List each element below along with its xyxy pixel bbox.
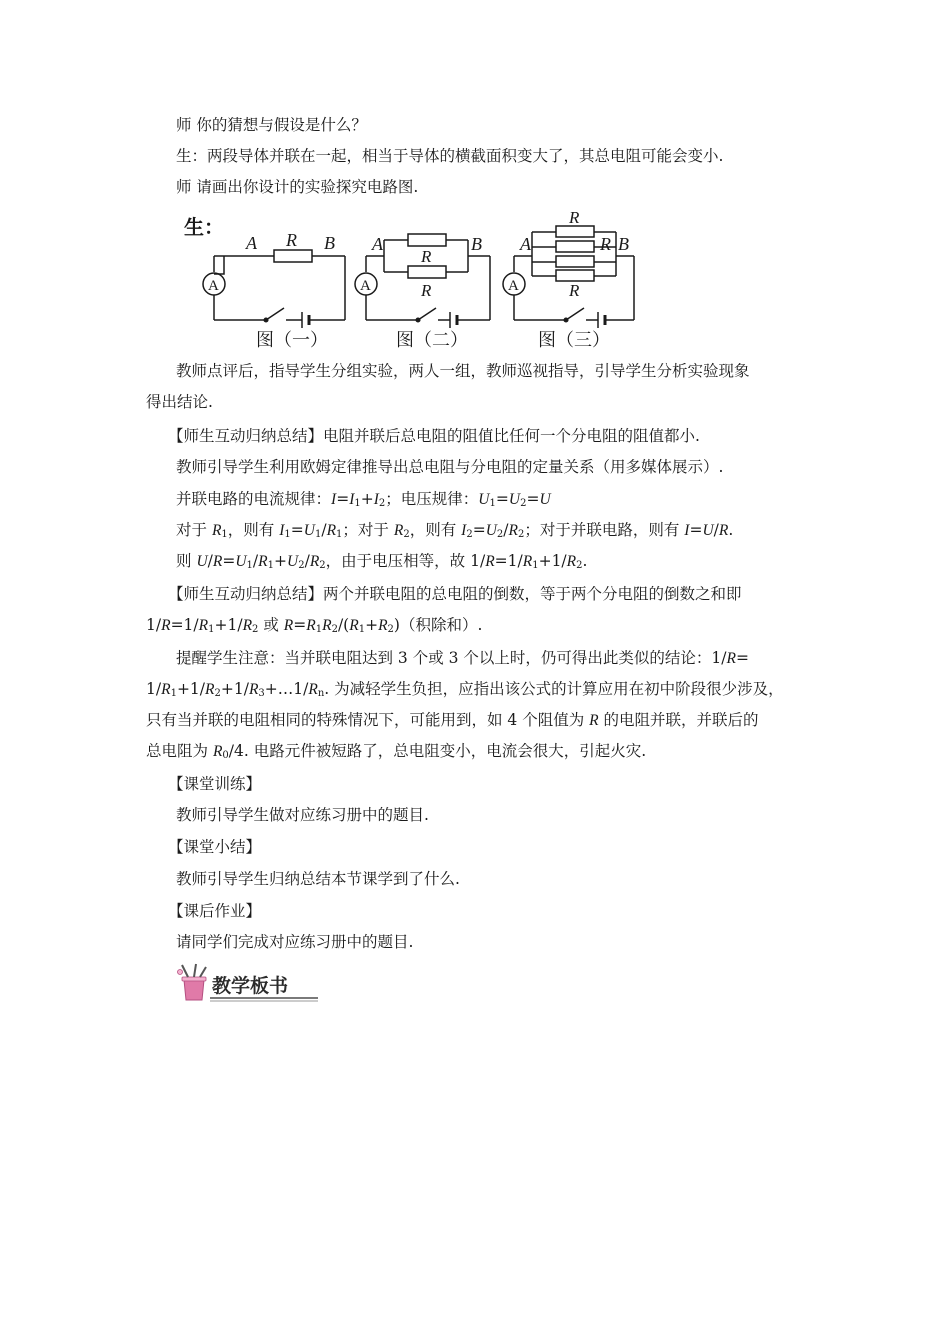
circuit-3 [503, 212, 634, 350]
training-body: 教师引导学生做对应练习册中的题目. [176, 806, 429, 824]
paragraph-review-line2: 得出结论. [146, 393, 213, 411]
summary-heading: 【师生互动归纳总结】 [168, 585, 324, 603]
heading-class-summary: 【课堂小结】 [168, 838, 262, 856]
pencil-cup-icon [178, 964, 207, 1000]
resistor-2 [556, 241, 594, 252]
resistor-4 [556, 270, 594, 281]
text: 总电阻为 [146, 742, 213, 760]
heading-classroom-training: 【课堂训练】 [168, 775, 262, 793]
blackboard-banner [170, 962, 320, 1006]
text: /4. 电路元件被短路了，总电阻变小，电流会很大，引起火灾. [228, 742, 647, 760]
switch [566, 308, 584, 320]
switch [266, 308, 284, 320]
text: 或 [263, 616, 284, 634]
dialogue-teacher-question: 师 你的猜想与假设是什么？ [176, 116, 367, 134]
text: 的电阻并联，并联后的 [598, 711, 759, 729]
summary-2 [168, 583, 742, 605]
homework-body: 请同学们完成对应练习册中的题目. [176, 933, 414, 951]
paragraph-review-line1 [176, 360, 800, 382]
resistor-bottom [408, 266, 446, 278]
banner-title: 教学板书 [212, 975, 289, 997]
caption-1: 图（一） [256, 330, 328, 350]
node-b-label: B [618, 234, 629, 254]
ammeter-label: A [508, 278, 519, 294]
resistor-label: R [286, 230, 297, 250]
summary-2-formula: $1/R=1/R_1+1/R_2$ 或 $R=R_1R_2/(R_1+R_2)$（积除和）. [146, 616, 483, 635]
resistor-top [408, 234, 446, 246]
resistor-label: R [569, 281, 580, 300]
reminder-line2: $1/R_1+1/R_2+1/R_3+\dots 1/R_n$. 为减轻学生负担，应指出该公式的计算应用在初中阶段很少涉及， [146, 680, 784, 699]
node-a-label: A [372, 234, 383, 254]
circuit-2 [355, 234, 490, 350]
switch [418, 308, 436, 320]
text: 只有当并联的电阻相同的特殊情况下，可能用到，如 4 个阻值为 [146, 711, 590, 729]
banner-svg [170, 962, 320, 1006]
resistor-label: R [600, 234, 611, 254]
ammeter-label: A [208, 278, 219, 294]
summary-text: 两个并联电阻的总电阻的倒数，等于两个分电阻的倒数之和即 [323, 585, 742, 603]
text: ，由于电压相等，故 [325, 552, 471, 570]
reminder-line4: 总电阻为 $R_0/4$. 电路元件被短路了，总电阻变小，电流会很大，引起火灾. [146, 742, 647, 761]
ohm-line: 对于 $R_1$，则有 $I_1=U_1/R_1$；对于 $R_2$，则有 $I_2=U_2/R_2$；对于并联电路，则有 I=U/R. [176, 521, 734, 540]
node-a-label: A [520, 234, 531, 254]
caption-2: 图（二） [396, 330, 468, 350]
derivation-intro: 教师引导学生利用欧姆定律推导出总电阻与分电阻的定量关系（用多媒体展示）. [176, 458, 724, 476]
derive-line: 则 $U/R=U_1/R_1+U_2/R_2$，由于电压相等，故 $1/R=1/R_1+1/R_2$. [176, 552, 588, 571]
node-a-label: A [246, 233, 257, 253]
resistor-1 [556, 226, 594, 237]
law-voltage-label: ；电压规律： [385, 490, 479, 508]
text: 则 [176, 552, 197, 570]
node-b-label: B [324, 233, 335, 253]
node-b-label: B [471, 234, 482, 254]
summary-1 [168, 425, 700, 447]
reminder-line1: 提醒学生注意：当并联电阻达到 3 个或 3 个以上时，仍可得出此类似的结论：1/R= [176, 649, 749, 667]
dialogue-teacher-request: 师 请画出你设计的实验探究电路图. [176, 178, 419, 196]
text: ，则有 [409, 521, 462, 539]
reminder-line3: 只有当并联的电阻相同的特殊情况下，可能用到，如 4 个阻值为 R 的电阻并联，并联后的 [146, 711, 759, 729]
heading-homework: 【课后作业】 [168, 902, 262, 920]
text: 教师点评后，指导学生分组实验，两人一组，教师巡视指导，引导学生分析实验现象 [176, 362, 750, 380]
student-label: 生： [184, 217, 224, 239]
text: ；对于并联电路，则有 [524, 521, 685, 539]
law-current-label: 并联电路的电流规律： [176, 490, 332, 508]
law-line: 并联电路的电流规律：$I=I_1+I_2$；电压规律：$U_1=U_2=U$ [176, 490, 551, 509]
resistor-label: R [421, 247, 432, 266]
text: . 为减轻学生负担，应指出该公式的计算应用在初中阶段很少涉及， [324, 680, 784, 698]
ammeter-label: A [360, 278, 371, 294]
summary-body: 教师引导学生归纳总结本节课学到了什么. [176, 870, 460, 888]
resistor-label: R [569, 212, 580, 227]
circuit-diagrams [180, 212, 650, 352]
text: ；对于 [342, 521, 394, 539]
resistor-3 [556, 256, 594, 267]
circuit-1 [203, 230, 345, 350]
dialogue-student-answer: 生：两段导体并联在一起，相当于导体的横截面积变大了，其总电阻可能会变小. [176, 147, 724, 165]
text: 提醒学生注意：当并联电阻达到 3 个或 3 个以上时，仍可得出此类似的结论：1/ [176, 649, 727, 667]
resistor-label: R [421, 281, 432, 300]
circuit-svg [180, 212, 650, 352]
summary-text: 电阻并联后总电阻的阻值比任何一个分电阻的阻值都小. [323, 427, 700, 445]
text: （积除和）. [399, 616, 483, 634]
caption-3: 图（三） [538, 330, 610, 350]
text: 对于 [176, 521, 212, 539]
text: ，则有 [227, 521, 280, 539]
summary-heading: 【师生互动归纳总结】 [168, 427, 324, 445]
resistor-r [274, 250, 312, 262]
